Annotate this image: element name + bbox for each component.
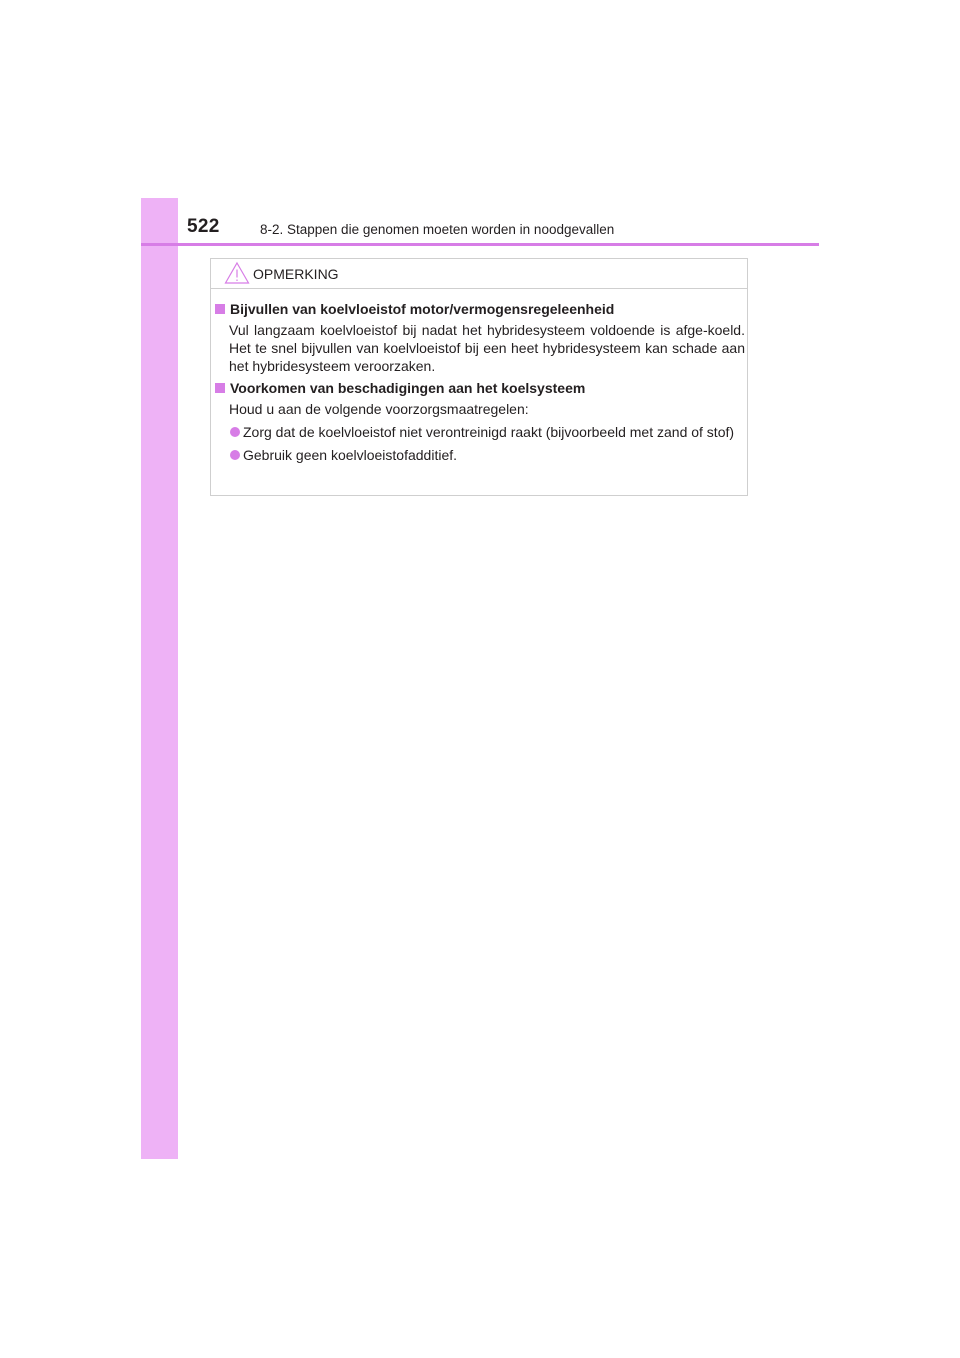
list-item (215, 423, 745, 441)
side-strip (141, 198, 178, 1159)
section-title-text: Voorkomen van beschadigingen aan het koelsysteem (230, 380, 586, 396)
notice-label: OPMERKING (253, 266, 339, 282)
list-item (215, 446, 745, 464)
section-title (215, 379, 745, 397)
dot-bullet-icon (230, 450, 240, 460)
dot-bullet-icon (230, 427, 240, 437)
section-paragraph: Houd u aan de volgende voorzorgsmaatregelen: (229, 401, 529, 417)
section-title (215, 300, 745, 318)
notice-section-cooling-damage (215, 379, 745, 464)
warning-triangle-icon (224, 261, 250, 285)
square-bullet-icon (215, 383, 225, 393)
chapter-title: 8-2. Stappen die genomen moeten worden in noodgevallen (260, 222, 615, 237)
section-title-text: Bijvullen van koelvloeistof motor/vermogensregeleenheid (230, 301, 615, 317)
list-item-text: Gebruik geen koelvloeistofadditief. (243, 447, 458, 463)
header-rule (141, 243, 819, 246)
section-paragraph: Vul langzaam koelvloeistof bij nadat het hybridesysteem voldoende is afge-koeld. Het te snel bijvullen van koelvloeistof bij een heet hybridesysteem kan schade aan het hybridesysteem veroorzaken. (229, 322, 745, 374)
notice-section-coolant-refill (215, 300, 745, 375)
notice-box (210, 258, 748, 496)
square-bullet-icon (215, 304, 225, 314)
list-item-text: Zorg dat de koelvloeistof niet verontreinigd raakt (bijvoorbeeld met zand of stof) (243, 424, 735, 440)
page-number: 522 (187, 216, 220, 237)
notice-header (211, 259, 747, 289)
